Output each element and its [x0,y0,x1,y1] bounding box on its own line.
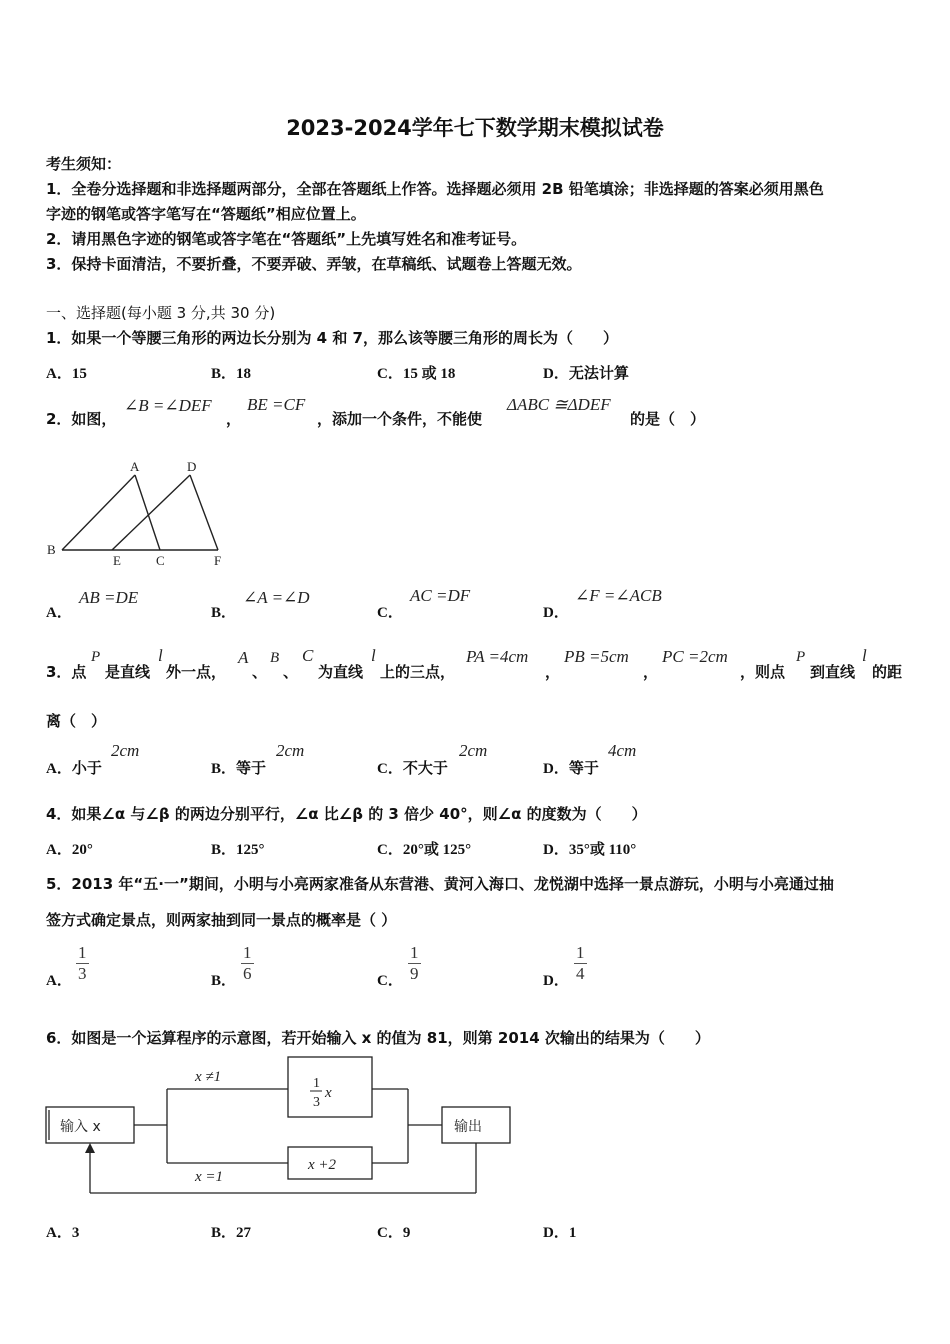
q3-stem-7: 到直线 [810,663,856,681]
q1-option-d: D．无法计算 [543,366,629,382]
label-f: F [214,553,222,568]
q4-option-a: A．20° [46,842,93,858]
q2-math-congruent: ΔABC ≅ΔDEF [507,395,611,414]
q2-option-c-math: AC =DF [410,586,471,605]
q5-stem-line-2: 签方式确定景点，则两家抽到同一景点的概率是（ ） [46,911,397,929]
q3-stem-4: 为直线 [318,663,364,681]
q3-option-c-math: 2cm [459,741,488,760]
q5-option-b-numerator: 1 [243,943,252,962]
q2-math-segment: BE =CF [247,395,306,414]
q3-comma-1: ， [545,663,561,681]
q6-flowchart [40,1055,520,1200]
q5-option-b-denominator: 6 [243,964,252,983]
q3-option-b: B．等于 [211,761,267,777]
q3-math-c: C [302,646,314,665]
q3-math-l-3: l [862,646,867,665]
q2-stem-1: 2．如图， [46,410,117,428]
input-label: 输入 x [60,1119,101,1135]
q3-stem-8: 的距 [872,663,903,681]
frac-numerator: 1 [313,1076,320,1091]
q1-option-c: C．15 或 18 [377,366,456,382]
line-ac [135,475,160,550]
q3-math-l-2: l [371,646,376,665]
q1-stem: 1．如果一个等腰三角形的两边长分别为 4 和 7，那么该等腰三角形的周长为（ ） [46,329,618,347]
q2-option-d: D． [543,605,569,621]
q5-option-d-denominator: 4 [576,964,585,983]
q3-math-p: P [91,649,101,665]
q3-stem-6: ，则点 [740,663,786,681]
q5-option-c-denominator: 9 [410,964,419,983]
notice-item-1-line-1: 1．全卷分选择题和非选择题两部分，全部在答题纸上作答。选择题必须用 2B 铅笔填涂；非选择题的答案必须用黑色 [46,180,824,198]
q3-sep-2: 、 [283,663,299,681]
label-e: E [113,553,121,568]
frac-denominator: 3 [313,1095,320,1110]
q5-option-c-numerator: 1 [410,943,419,962]
q5-option-a: A． [46,973,72,989]
line-df [190,475,218,550]
q5-stem-line-1: 5．2013 年“五·一”期间，小明与小亮两家准备从东营港、黄河入海口、龙悦湖中选择一景点游玩，小明与小亮通过抽 [46,875,834,893]
q4-stem: 4．如果∠α 与∠β 的两边分别平行，∠α 比∠β 的 3 倍少 40°，则∠α 的度数为（ ） [46,805,647,823]
q2-math-angle: ∠B =∠DEF [124,396,212,415]
q2-triangle-figure [40,455,240,575]
q3-sep-1: 、 [252,663,268,681]
notice-item-3: 3．保持卡面清洁，不要折叠，不要弄破、弄皱，在草稿纸、试题卷上答题无效。 [46,255,582,273]
q3-math-pb: PB =5cm [564,647,629,666]
q2-option-b-math: ∠A =∠D [243,588,310,607]
label-b: B [47,542,56,557]
notice-heading: 考生须知： [46,155,122,173]
q2-comma: ， [226,410,242,428]
notice-item-1-line-2: 字迹的钢笔或答字笔写在“答题纸”相应位置上。 [46,205,366,223]
q1-option-a: A．15 [46,366,87,382]
q3-option-d: D．等于 [543,761,599,777]
q3-math-l: l [158,646,163,665]
q3-option-a-math: 2cm [111,741,140,760]
q4-option-d: D．35°或 110° [543,842,637,858]
q1-option-b: B．18 [211,366,252,382]
q3-option-c: C．不大于 [377,761,448,777]
q3-stem-5: 上的三点， [380,663,456,681]
frac-variable: x [325,1085,332,1101]
condition-top: x ≠1 [195,1069,222,1085]
q3-math-pc: PC =2cm [662,647,728,666]
label-c: C [156,553,165,568]
q3-math-a: A [238,648,249,667]
output-label: 输出 [454,1119,482,1135]
q3-stem-1: 3．点 [46,663,87,681]
q3-math-b: B [270,650,280,666]
q2-option-c: C． [377,605,403,621]
q5-option-b: B． [211,973,237,989]
q4-option-c: C．20°或 125° [377,842,472,858]
label-a: A [130,459,140,474]
q2-option-d-math: ∠F =∠ACB [575,586,662,605]
q5-option-d-numerator: 1 [576,943,585,962]
q6-stem: 6．如图是一个运算程序的示意图，若开始输入 x 的值为 81，则第 2014 次输出的结果为（ ） [46,1029,710,1047]
section-heading: 一、选择题(每小题 3 分,共 30 分) [46,304,276,322]
q2-option-b: B． [211,605,237,621]
q6-option-c: C．9 [377,1225,411,1241]
label-d: D [187,459,197,474]
q2-stem-3: 的是（ ） [630,410,706,428]
q3-option-a: A．小于 [46,761,102,777]
q5-option-a-denominator: 3 [78,964,87,983]
q3-math-p-2: P [796,649,806,665]
q4-option-b: B．125° [211,842,265,858]
q3-option-b-math: 2cm [276,741,305,760]
condition-bottom: x =1 [195,1169,224,1185]
q5-option-a-numerator: 1 [78,943,87,962]
q2-option-a: A． [46,605,72,621]
q5-option-b-fraction [241,943,254,984]
q6-option-b: B．27 [211,1225,252,1241]
q6-option-d: D．1 [543,1225,577,1241]
plus-two-label: x +2 [308,1157,337,1173]
q6-option-a: A．3 [46,1225,80,1241]
q3-stem-3: 外一点， [166,663,227,681]
q2-option-a-math: AB =DE [79,588,139,607]
q5-option-d-fraction [574,943,587,984]
page-title: 2023-2024学年七下数学期末模拟试卷 [286,116,664,140]
q3-comma-2: ， [643,663,659,681]
q3-math-pa: PA =4cm [466,647,529,666]
q5-option-c: C． [377,973,403,989]
q3-stem-line-2: 离（ ） [46,712,107,730]
notice-item-2: 2．请用黑色字迹的钢笔或答字笔在“答题纸”上先填写姓名和准考证号。 [46,230,527,248]
q2-stem-2: ，添加一个条件，不能使 [317,410,483,428]
q5-option-d: D． [543,973,569,989]
q5-option-a-fraction [76,943,89,984]
q5-option-c-fraction [408,943,421,984]
feedback-arrow-icon [85,1143,95,1153]
q3-stem-2: 是直线 [105,663,151,681]
q3-option-d-math: 4cm [608,741,637,760]
